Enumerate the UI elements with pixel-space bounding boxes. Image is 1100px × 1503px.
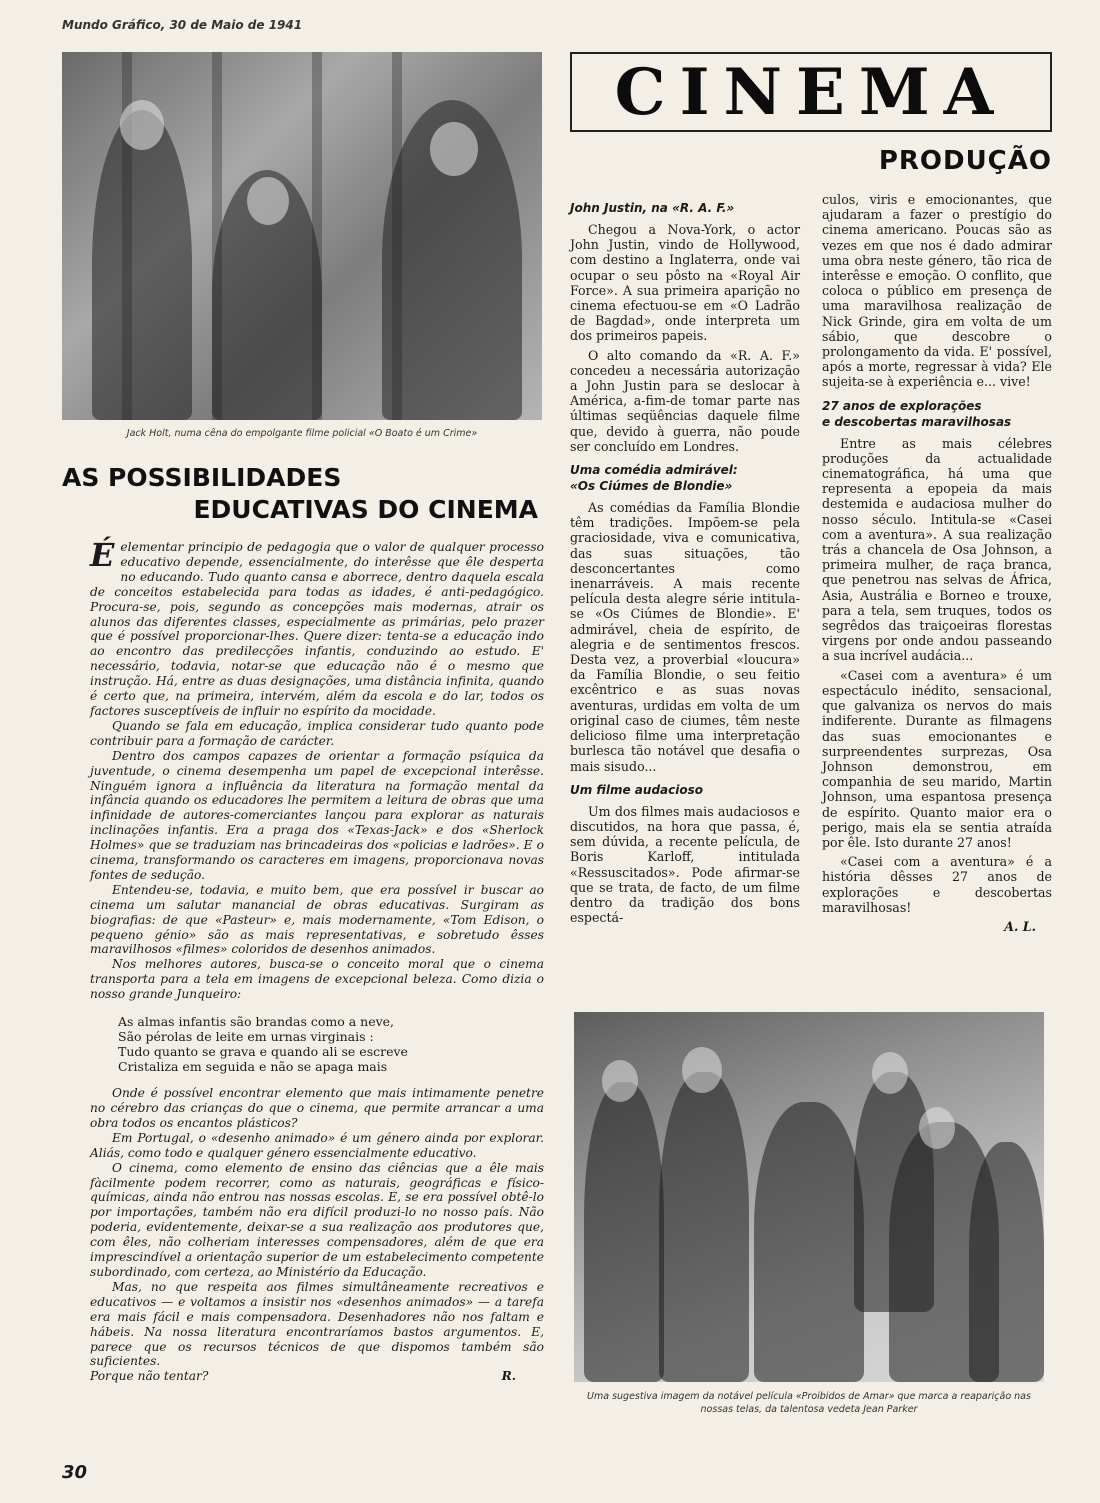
essay-closing — [90, 1369, 544, 1384]
essay-paragraph: Quando se fala em educação, implica considerar tudo quanto pode contribuir para a formação de carácter. — [90, 718, 544, 748]
essay-body — [90, 536, 544, 1384]
poem-line: Tudo quanto se grava e quando ali se escreve — [118, 1044, 408, 1060]
article-headline — [62, 462, 542, 526]
news-column-middle — [570, 192, 800, 929]
essay-paragraph: Onde é possível encontrar elemento que mais intimamente penetre no cérebro das crianças do que o cinema, que permite arrancar a uma obra todos os encantos plásticos? — [90, 1086, 544, 1130]
page-number: 30 — [62, 1462, 88, 1483]
news-heading-line: 27 anos de explorações — [822, 398, 982, 413]
poem-quote — [118, 1014, 544, 1074]
essay-last-line: Porque não tentar? — [90, 1369, 209, 1384]
essay-paragraph: Dentro dos campos capazes de orientar a formação psíquica da juventude, o cinema desempenha um papel de excepcional interêsse. Ninguém ignora a influência da literatura na formação mental da infância quando os educadores lhe permitem a leitura de obras que uma infinidade de autores-comerciantes lançou para explorar as naturais inclinações infantis. Era a praga dos «Texas-Jack» e dos «Sherlock Holmes» que se traduziam nas brincadeiras dos «policias e ladrões». E o cinema, transformando os caracteres em imagens, proporcionava novas fontes de sedução. — [90, 748, 544, 882]
news-paragraph: O alto comando da «R. A. F.» concedeu a necessária autorização a John Justin para se deslocar à América, a-fim-de tomar parte nas últimas seqüências daquele filme que, devido à guerra, não poude ser concluído em Londres. — [570, 347, 800, 454]
headline-line-1: AS POSSIBILIDADES — [62, 463, 342, 492]
essay-paragraph: Nos melhores autores, busca-se o conceito moral que o cinema transporta para a tela em imagens de excepcional beleza. Como dizia o nosso grande Junqueiro: — [90, 957, 544, 1002]
photo-caption-top: Jack Holt, numa cêna do empolgante filme policial «O Boato é um Crime» — [126, 428, 478, 439]
photo-caption-bottom: Uma sugestiva imagem da notável película «Proibidos de Amar» que marca a reaparição nas nossas telas, da talentosa vedeta Jean Parker — [587, 1391, 1031, 1415]
essay-paragraph: Em Portugal, o «desenho animado» é um género ainda por explorar. Aliás, como todo e qualquer género essencialmente educativo. — [90, 1130, 544, 1160]
essay-paragraph: O cinema, como elemento de ensino das ciências que a êle mais fàcilmente podem recorrer, como as naturais, geográficas e físico-químicas, ainda não entrou nas nossas escolas. E, se era possível obtê-lo por importações, também não era difícil produzi-lo no nosso país. Não poderia, evidentemente, deixar-se a sua realização aos produtores que, com êles, não colheriam interesses compensadores, além de que era imprescindível a orientação superior de um estabelecimento competente subordinado, com certeza, ao Ministério da Educação. — [90, 1160, 544, 1279]
headline-line-2: EDUCATIVAS DO CINEMA — [193, 495, 538, 524]
news-paragraph: Um dos filmes mais audaciosos e discutidos, na hora que passa, é, sem dúvida, a recente película, de Boris Karloff, intitulada «Ressuscitados». Pode afirmar-se que se trata, de facto, de um filme dentro da tradição dos bons espectá- — [570, 803, 800, 926]
essay-signature: R. — [501, 1369, 516, 1384]
masthead: Mundo Gráfico, 30 de Maio de 1941 — [62, 18, 303, 32]
essay-paragraph: Mas, no que respeita aos filmes simultâneamente recreativos e educativos — e voltamos a insistir nos «desenhos animados» — a tarefa era mais fácil e mais compensadora. Desenhadores não nos faltam e hábeis. Na nossa literatura encontraríamos bastos argumentos. E, parece que os recursos técnicos de que dispomos também são suficientes. — [90, 1279, 544, 1369]
essay-paragraph: Entendeu-se, todavia, e muito bem, que era possível ir buscar ao cinema um salutar manancial de obras educativas. Surgiram as biografias: de que «Pasteur» e, mais modernamente, «Tom Edison, o pequeno génio» são as mais representativas, e sobretudo êsses maravilhosos «filmes» coloridos de desenhos animados. — [90, 882, 544, 957]
prison-scene-photo — [62, 52, 542, 420]
essay-paragraph: Éelementar principio de pedagogia que o valor de qualquer processo educativo depende, essencialmente, do interêsse que êle desperta no educando. Tudo quanto cansa e aborrece, dentro daquela escala de conceitos estabelecida para todas as idades, é anti-pedagógico. Procura-se, pois, segundo as concepções mais modernas, atrair os alunos das diferentes classes, especialmente as primárias, pelo prazer que é possível proporcionar-lhes. Quere dizer: tenta-se a educação indo ao encontro das predilecções infantis, conduzindo ao estudo. E' necessário, todavia, notar-se que educação não é o mesmo que instrução. Há, entre as duas designações, uma distância infinita, quando é certo que, na primeira, intervém, além da escola e do lar, todos os factores susceptíveis de influir no espírito da mocidade. — [90, 536, 544, 718]
news-heading-line: «Os Ciúmes de Blondie» — [570, 479, 733, 494]
news-paragraph: «Casei com a aventura» é a história dêsses 27 anos de explorações e descobertas maravilhosas! — [822, 854, 1052, 915]
news-heading — [822, 398, 1052, 430]
section-title: PRODUÇÃO — [878, 146, 1052, 176]
news-paragraph: Chegou a Nova-York, o actor John Justin, vindo de Hollywood, com destino a Inglaterra, onde vai ocupar o seu pôsto na «Royal Air Force». A sua primeira aparição no cinema efectuou-se em «O Ladrão de Bagdad», onde interpreta um dos primeiros papeis. — [570, 222, 800, 344]
news-column-right — [822, 192, 1052, 934]
brawl-scene-photo — [574, 1012, 1044, 1382]
news-paragraph: As comédias da Família Blondie têm tradições. Impõem-se pela graciosidade, viva e comunicativa, das suas situações, tão desconcertantes como inenarráveis. A mais recente película desta alegre série intitula-se «Os Ciúmes de Blondie». E' admirável, cheia de espírito, de alegria e de sentimentos frescos. Desta vez, a proverbial «loucura» da Família Blondie, o seu feitio excêntrico e as suas novas aventuras, urdidas em volta de um original caso de ciumes, têm neste delicioso filme uma interpretação burlesca tão notável que desafia o mais sisudo... — [570, 500, 800, 774]
cinema-title-box — [570, 52, 1052, 132]
news-paragraph: Entre as mais célebres produções da actualidade cinematográfica, há uma que representa a epopeia da mais destemida e audaciosa mulher do nosso século. Intitula-se «Casei com a aventura». A sua realização trás a chancela de Osa Johnson, a primeira mulher, de raça branca, que penetrou nas selvas de África, Asia, Austrália e Borneo e trouxe, para a tela, sem truques, todos os segrêdos das traiçoeiras florestas virgens por onde andou passeando a sua incrível audácia... — [822, 435, 1052, 664]
poem-line: Cristaliza em seguida e não se apaga mais — [118, 1059, 388, 1075]
poem-line: São pérolas de leite em urnas virginais : — [118, 1029, 374, 1045]
news-heading: Um filme audacioso — [570, 782, 703, 797]
column-signature: A. L. — [1004, 918, 1036, 934]
news-heading — [570, 462, 800, 494]
poem-line: As almas infantis são brandas como a neve, — [118, 1014, 395, 1030]
news-paragraph: culos, viris e emocionantes, que ajudaram a fazer o prestígio do cinema americano. Poucas são as vezes em que nos é dado admirar uma obra neste género, tão rica de interêsse e emoção. O conflito, que coloca o público em presença de uma maravilhosa realização de Nick Grinde, gira em volta de um sábio, que descobre o prolongamento da vida. E' possível, após a morte, regressar à vida? Ele sujeita-se à experiência e... vive! — [822, 192, 1052, 390]
cinema-title: CINEMA — [614, 54, 1008, 130]
news-heading: John Justin, na «R. A. F.» — [570, 201, 735, 215]
news-paragraph: «Casei com a aventura» é um espectáculo inédito, sensacional, que galvaniza os nervos do mais indiferente. Durante as filmagens das suas emocionantes e surpreendentes surprezas, Osa Johnson demonstrou, em companhia de seu marido, Martin Johnson, uma espantosa presença de espírito. Quanto maior era o perigo, mais ela se sentia atraída por êle. Isto durante 27 anos! — [822, 667, 1052, 850]
news-heading-line: e descobertas maravilhosas — [822, 414, 1012, 429]
news-heading-line: Uma comédia admirável: — [570, 463, 738, 478]
